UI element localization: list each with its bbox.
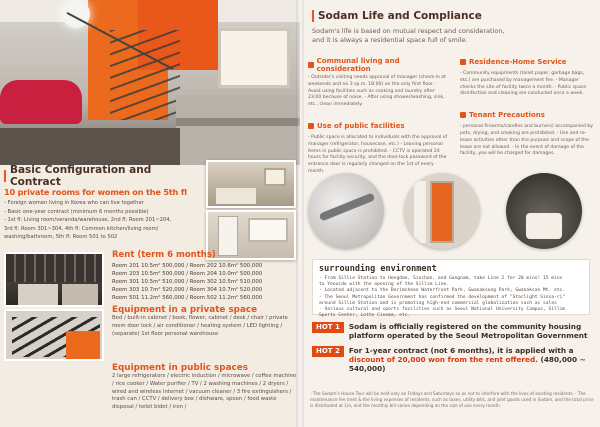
- photo-staircase: [4, 309, 104, 361]
- public-equipment-text: 2 large refrigerators / electric induction / microwave / coffee machine / rice cooker / Water purifier / TV / 2 washing machines / 2 dryers / wired and wireless Internet / vacuum cleaner / 3 fire extinguishers / trash can / CCTV / delivery box / dishware, spoon / food waste disposal / toilet bidet / iron /: [112, 373, 297, 411]
- headline: 10 private rooms for women on the 5th fl: [4, 187, 187, 197]
- right-page: [300, 0, 600, 427]
- private-equipment-title: Equipment in a private space: [112, 305, 258, 315]
- photo-bedroom: [206, 160, 296, 208]
- detail-photos: [308, 173, 596, 251]
- hot-2-text: For 1-year contract (not 6 months), it is applied with a discount of 20,000 won from the rent offered. (480,000 ~ 540,000): [348, 346, 586, 374]
- rent-row: Room 201 10.5m² 500,000 / Room 202 10.6m² 500,000: [112, 263, 263, 269]
- env-line: - Various cultural and sports facilities such as Seoul National University Campus, Sillim: [319, 307, 566, 313]
- env-line: - The Seoul Metropolitan Government has confirmed the development of "Starlight Sinsa-ri": [319, 294, 566, 300]
- photo-orange-door: [404, 173, 480, 249]
- hot-1: [312, 322, 594, 340]
- section-title: Sodam Life and Compliance: [312, 10, 482, 22]
- rent-row: Room 203 10.5m² 500,000 / Room 204 10.0m² 500,000: [112, 271, 263, 277]
- public-facilities-text: - Public space is allocated to individuals with the approval of manager (refrigerator, housecase, etc.) - Leaving personal items in public space is prohibited. - CCTV is operated 24 hours for facility security, and the door-lock password of the entrance door is regularly changed on the 1st of every month.: [308, 134, 448, 174]
- bullet: washing/bathroom, 5th fl: Room 501 to 502: [4, 234, 118, 240]
- tenant-text: - personal firearms/candles and burners) accompanied by pets, drying, and smoking are prohibited. - Use and re-lease activities other than the purpose and scope of the lease are not allowed. - In the event of damage of the facility, you will be charged for damages.: [460, 124, 594, 157]
- public-equipment-title: Equipment in public spaces: [112, 363, 248, 373]
- bullet: 3rd fl: Room 301~304, 4th fl: Common kitchen/living room/: [4, 225, 159, 232]
- rules-left-column: [308, 53, 448, 181]
- footnote: - The Sodam's House Tour will be held only on Fridays and Saturdays so as not to interfere with the lives of existing residents. - The maintenance fee (rent & the living expenses of residents, such as taxes, utility bills, and joint goods used in Sodam, and the total price is distributed at 1/n, and the monthly bill varies depending on the size of use every month.: [310, 391, 594, 408]
- rent-row: Room 303 10.7m² 520,000 / Room 304 10.7m² 520,000: [112, 287, 263, 293]
- photo-interior: [506, 173, 582, 249]
- environment-box: [312, 259, 590, 319]
- env-line: around Sillim Station and is promoting high-end commercial globalization such as sales: [319, 300, 557, 306]
- env-line: - Located adjacent to the Dorimcheon Waterfront Park, Gwanaksong Park, Gwanaksan Mt. etc.: [319, 288, 566, 294]
- hot-1-text: Sodam is officially registered on the community housing platform operated by the Seoul Metropolitan Government: [348, 322, 588, 341]
- rules-right-column: [460, 50, 596, 163]
- bullet-square-icon: [460, 59, 466, 65]
- environment-title: surrounding environment: [319, 264, 437, 274]
- bullet-square-icon: [308, 62, 314, 68]
- subtitle: Sodam's life is based on mutual respect and consideration, and it is always a residential space full of smile.: [312, 27, 505, 44]
- section-title: Basic Configuration and Contract: [4, 168, 202, 184]
- rent-list: [112, 262, 300, 302]
- rent-title: Rent (term 6 months): [112, 250, 216, 260]
- photo-door-handle: [308, 173, 384, 249]
- rent-row: Room 301 10.5m² 510,000 / Room 302 10.5m² 510,000: [112, 279, 263, 285]
- communal-text: - Outsider's visiting needs approval of manager (check-in at weekends and no 3 sp.m. 18:00) on the only first floor. - Avoid using facilities such as cooking and laundry after 23:00 because of noise. - After using shower/washing, sink, etc., clean immediately.: [308, 75, 446, 108]
- hot-badge: HOT 1: [312, 322, 344, 333]
- hero-photo-living-room: [0, 0, 300, 165]
- bullet-square-icon: [460, 112, 466, 118]
- private-equipment-text: Bed / built-in cabinet / book, flower, cabinet / desk / chair / private room door lock / air conditioner / heating system / LED lighting / (separate) 1st floor personal warehouse: [112, 315, 288, 337]
- bullet: - Foreign women living in Korea who can live together: [4, 200, 144, 206]
- discount-text: discount of 20,000 won from the rent offered.: [348, 355, 538, 365]
- page-fold: [296, 0, 304, 427]
- bullet: - 1st fl: Living room/veranda/warehouse, 2nd fl: Room 201~204,: [4, 217, 172, 223]
- tenant-title: Tenant Precautions: [460, 111, 545, 119]
- env-line: - From Sillie Station to Hongdae, Sinchon, and Gangnam, take Line 2 for 20 mins! 15 mins: [319, 276, 563, 281]
- bullet: - Basic one-year contract (minimum 6 months possible): [4, 208, 149, 215]
- bullet-square-icon: [308, 123, 314, 129]
- public-facilities-title: Use of public facilities: [308, 122, 405, 130]
- basic-config-section: [4, 164, 202, 242]
- environment-text: [319, 276, 583, 319]
- hot-badge: HOT 2: [312, 346, 344, 357]
- photo-kitchen: [4, 252, 104, 307]
- public-equipment-section: [112, 360, 298, 412]
- rent-section: [112, 250, 300, 338]
- config-bullets: [4, 199, 202, 242]
- env-line: Sports Center, Lotte Cinema, etc.: [319, 313, 411, 319]
- rent-row: Room 501 11.2m² 560,000 / Room 502 11.2m² 560,000: [112, 295, 263, 301]
- residence-title: Residence-Home Service: [460, 58, 567, 66]
- communal-title: Communal living and consideration: [308, 57, 448, 73]
- hot-2: [312, 346, 594, 374]
- env-line: to Yeouido with the opening of the Sillim Line.: [319, 282, 449, 288]
- residence-text: - Community equipments (toilet paper, garbage bags, etc.) are purchased by management fee. - Manager checks the site of facility twice a month. - Public space disinfection and cleaning are conducted once a week.: [460, 71, 587, 97]
